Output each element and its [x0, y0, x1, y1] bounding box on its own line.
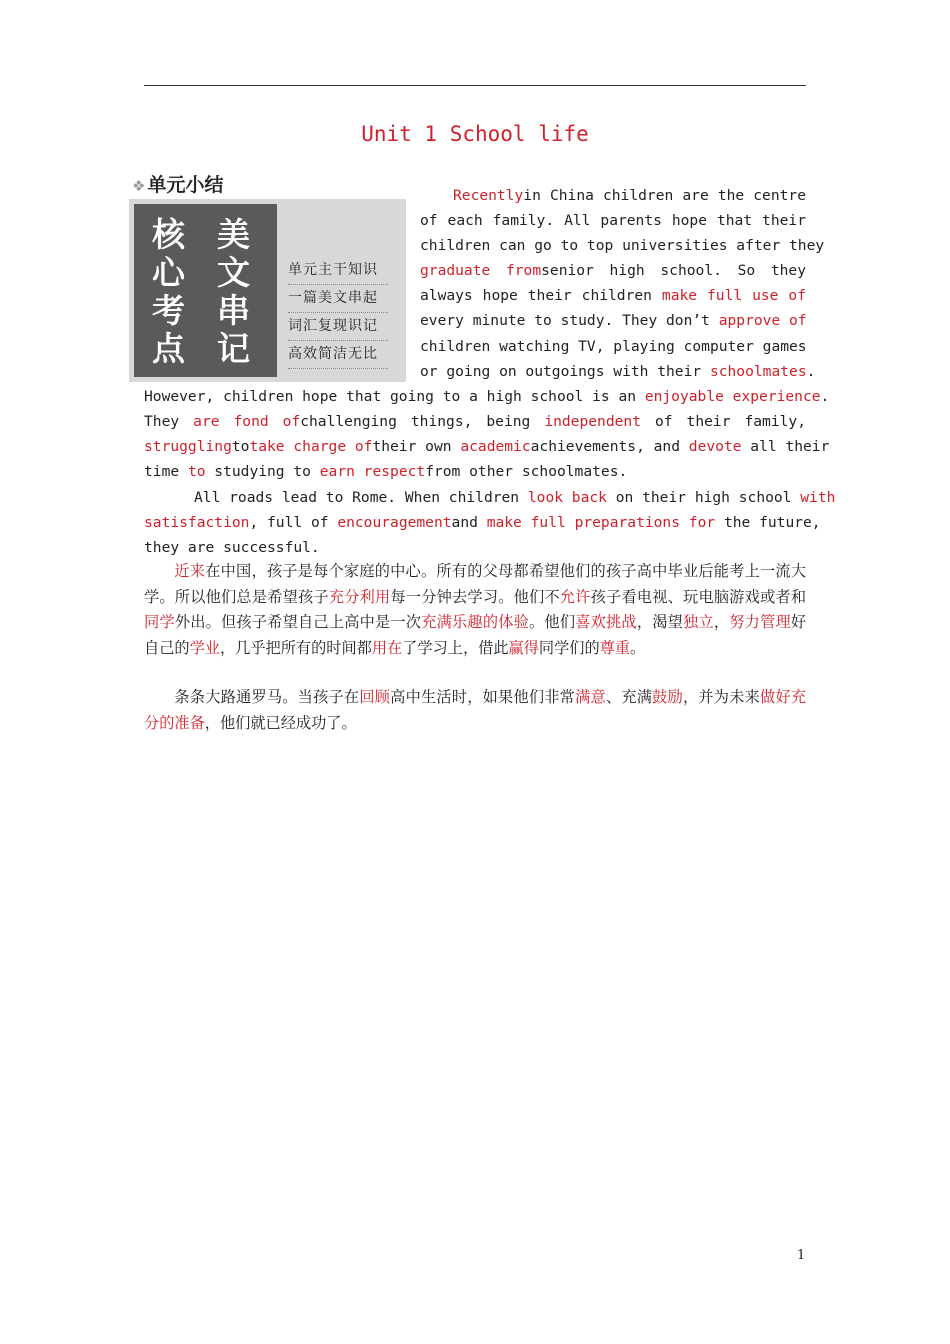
text-line [420, 208, 806, 233]
highlight-phrase: make full use of [661, 287, 806, 305]
text-run: They [144, 413, 194, 431]
text-line [420, 334, 806, 359]
highlight-phrase: enjoyable experience [644, 388, 821, 405]
highlight-phrase: approve of [718, 312, 807, 330]
text-run: achievements, and [530, 438, 689, 456]
highlight-phrase: 同学 [144, 613, 175, 631]
highlight-phrase: Recently [453, 187, 524, 204]
highlight-phrase: are fond of [193, 413, 301, 431]
text-run: they are successful. [144, 539, 320, 557]
box-line: 单元主干知识 [288, 259, 388, 285]
box-line: 词汇复现识记 [288, 315, 388, 341]
text-run: 了学习上，借此 [402, 638, 509, 657]
highlight-phrase: 努力管理 [729, 613, 791, 631]
text-run: ，并为未来 [682, 688, 761, 706]
box-char: 考 [152, 291, 185, 330]
text-run: 孩子看电视、玩电脑游戏或者和 [590, 587, 807, 606]
page-title: Unit 1 School life [361, 122, 589, 146]
header-rule [144, 85, 806, 86]
english-paragraph-full [144, 384, 830, 484]
highlight-phrase: 喜欢挑战 [575, 613, 637, 631]
highlight-phrase: look back [527, 489, 607, 506]
text-run: 好自己的 [144, 613, 807, 657]
box-char: 文 [217, 253, 250, 292]
text-run: 条条大路通罗马。当孩子在 [174, 688, 360, 706]
text-run: children can go to top universities after they [420, 237, 825, 255]
text-run: their own [372, 438, 461, 456]
text-run: of their family, [640, 413, 806, 431]
text-run: . [806, 362, 816, 380]
summary-box [129, 199, 406, 382]
text-run: 每一分钟去学习。他们不 [390, 587, 560, 606]
text-run: on their high school [606, 489, 801, 506]
text-run: 高中生活时，如果他们非常 [390, 688, 576, 706]
text-run: . [820, 388, 830, 405]
highlight-phrase: earn respect [319, 463, 426, 481]
section-label-text: 单元小结 [147, 174, 224, 196]
highlight-phrase: encouragement [337, 514, 452, 532]
box-line: 一篇美文串起 [288, 287, 388, 313]
text-line [420, 183, 806, 208]
section-label [132, 170, 223, 197]
highlight-phrase: take charge of [249, 438, 373, 456]
text-line [144, 510, 821, 535]
highlight-phrase: 满意 [575, 688, 606, 706]
highlight-phrase: 充满乐趣的体验 [421, 613, 530, 631]
highlight-phrase: 赢得 [508, 638, 539, 657]
box-char: 串 [217, 291, 250, 330]
text-run: every minute to study. They don’t [420, 312, 719, 330]
highlight-phrase: 近来 [174, 562, 206, 580]
text-run: However, children hope that going to a high school is an [144, 388, 645, 405]
text-run: , full of [249, 514, 338, 532]
text-run: senior high school. So they [541, 262, 806, 280]
box-char: 美 [217, 215, 250, 254]
highlight-phrase: 尊重 [599, 638, 630, 657]
box-char: 核 [152, 215, 185, 254]
text-run: all their [741, 438, 830, 456]
highlight-phrase: 用在 [371, 638, 403, 657]
chinese-paragraph-2 [144, 685, 806, 736]
text-run: 外出。但孩子希望自己上高中是一次 [174, 613, 422, 631]
text-run: 、充满 [605, 688, 653, 706]
highlight-phrase: 鼓励 [652, 688, 683, 706]
page-number: 1 [797, 1248, 806, 1263]
text-run: 。他们 [529, 613, 576, 631]
highlight-phrase: devote [688, 438, 742, 456]
box-line: 高效简洁无比 [288, 343, 388, 369]
highlight-phrase: struggling [144, 438, 232, 456]
highlight-phrase: 学业 [189, 638, 220, 657]
highlight-phrase: with [800, 489, 836, 506]
english-paragraph-2 [144, 485, 836, 560]
highlight-phrase: to [187, 463, 206, 481]
text-line [144, 485, 836, 510]
text-line [144, 459, 806, 484]
text-line [144, 384, 830, 409]
highlight-phrase: academic [460, 438, 531, 456]
text-run: 在中国，孩子是每个家庭的中心。所有的父母都希望他们的孩子高中毕业后能考上一流大学。所以他们总是希望孩子 [144, 562, 807, 606]
text-run: ，渴望 [636, 613, 684, 631]
text-run: to [231, 438, 250, 456]
diamond-icon: ❖ [132, 177, 146, 195]
text-run: ，他们就已经成功了。 [204, 713, 357, 732]
highlight-phrase: satisfaction [144, 514, 250, 532]
chinese-paragraph-1 [144, 559, 806, 661]
highlight-phrase: 独立 [683, 613, 714, 631]
highlight-phrase: make full preparations for [486, 514, 716, 532]
highlight-phrase: schoolmates [709, 362, 807, 380]
text-line [144, 409, 806, 434]
text-run: ， [713, 613, 730, 631]
text-run: always hope their children [420, 287, 662, 305]
text-line [420, 258, 806, 283]
box-char: 点 [152, 329, 185, 368]
text-run: ，几乎把所有的时间都 [219, 638, 372, 657]
highlight-phrase: 回顾 [359, 688, 391, 706]
text-run: from other schoolmates. [425, 463, 628, 481]
text-run: studying to [205, 463, 320, 481]
text-run: or going on outgoings with their [420, 362, 710, 380]
text-run: and [451, 514, 487, 532]
text-run: of each family. All parents hope that their [420, 212, 806, 230]
text-run: challenging things, being [300, 413, 545, 431]
text-line [144, 535, 806, 560]
highlight-phrase: 充分利用 [328, 587, 391, 606]
text-run: 同学们的 [538, 638, 600, 657]
highlight-phrase: 做好充分的准备 [144, 688, 807, 732]
highlight-phrase: 允许 [559, 587, 591, 606]
text-run: children watching TV, playing computer games [420, 337, 807, 355]
highlight-phrase: independent [544, 413, 641, 431]
text-line [144, 434, 830, 459]
box-char: 心 [152, 253, 185, 292]
text-run: 。 [630, 638, 646, 657]
highlight-phrase: graduate from [420, 262, 542, 280]
text-run: the future, [715, 514, 821, 532]
text-run: time [144, 463, 188, 481]
english-paragraph-side [420, 183, 825, 384]
box-char: 记 [217, 329, 250, 368]
text-line [420, 233, 825, 258]
text-run: in China children are the centre [523, 187, 806, 204]
text-line [420, 283, 806, 308]
text-line [420, 308, 806, 333]
text-line [420, 359, 816, 384]
text-run: All roads lead to Rome. When children [194, 489, 528, 506]
